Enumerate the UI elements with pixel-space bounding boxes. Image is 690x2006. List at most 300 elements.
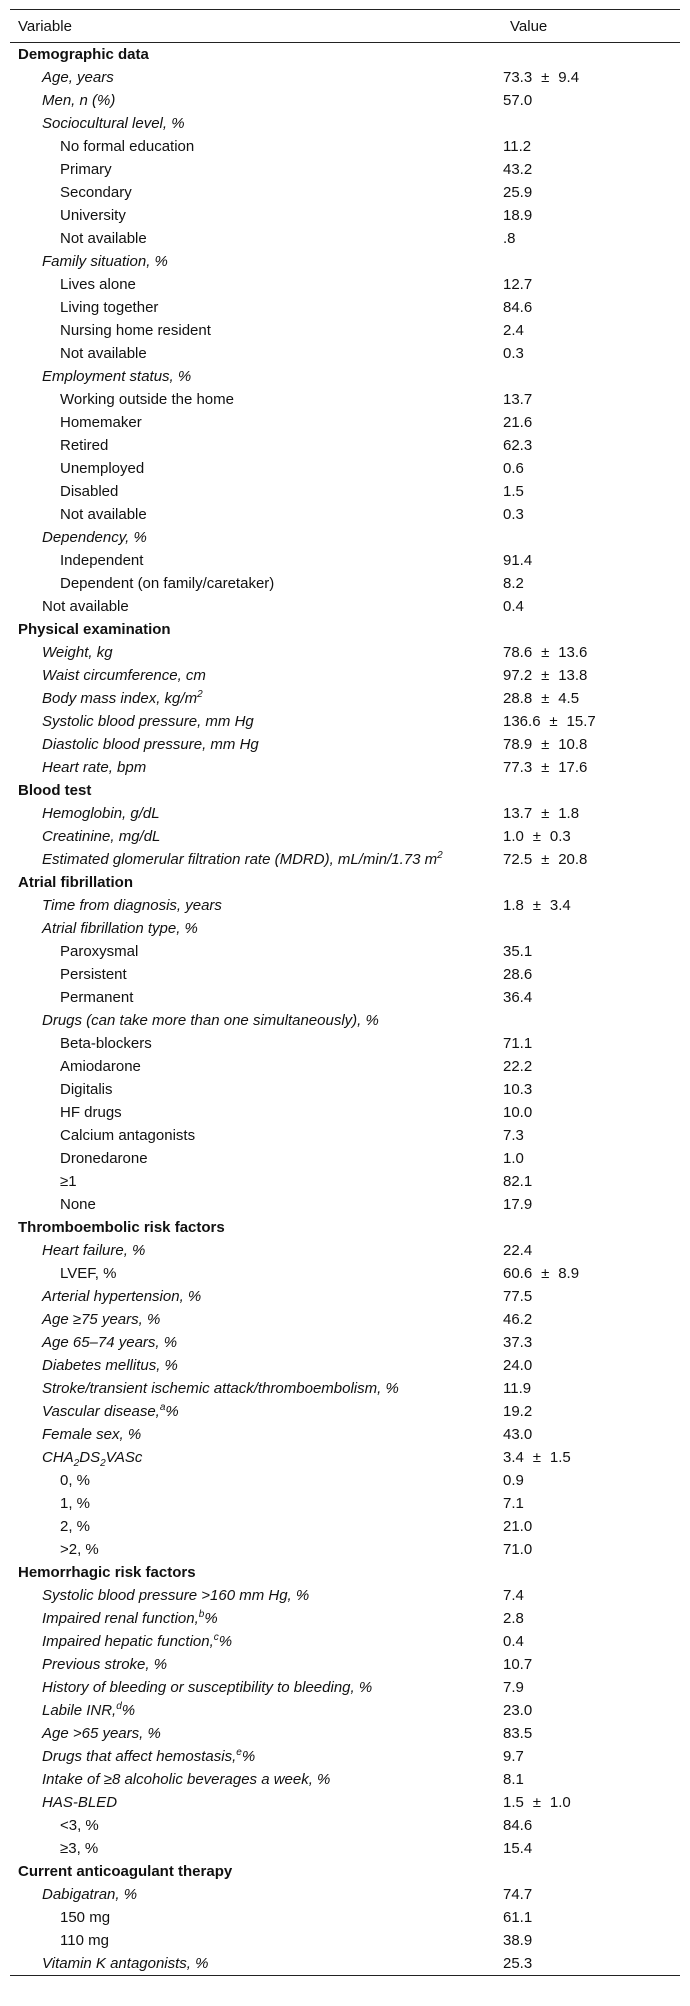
row-variable	[10, 1929, 502, 1952]
row-label: History of bleeding or susceptibility to bleeding, %	[42, 1679, 373, 1696]
row-label-superscript: d	[116, 1701, 122, 1712]
table-row	[10, 112, 680, 135]
row-value: 46.2	[503, 1311, 533, 1328]
value-sd: 1.0	[549, 1794, 571, 1811]
row-value	[502, 710, 680, 733]
table-row	[10, 710, 680, 733]
row-value: 21.0	[503, 1518, 533, 1535]
plus-minus-sign: ±	[541, 805, 550, 822]
row-label: 2, %	[60, 1518, 91, 1535]
table-row	[10, 250, 680, 273]
row-label: Intake of ≥8 alcoholic beverages a week, %	[42, 1771, 331, 1788]
row-value: 36.4	[503, 989, 533, 1006]
row-value	[502, 756, 680, 779]
plus-minus-sign: ±	[541, 667, 550, 684]
table-row	[10, 963, 680, 986]
table-row	[10, 1768, 680, 1791]
value-sd: 20.8	[558, 851, 588, 868]
row-variable	[10, 1492, 502, 1515]
table-row	[10, 480, 680, 503]
row-value: 7.9	[503, 1679, 524, 1696]
row-variable	[10, 204, 502, 227]
table-row	[10, 89, 680, 112]
row-label: Waist circumference, cm	[42, 667, 206, 684]
row-value: 84.6	[503, 299, 533, 316]
row-variable	[10, 1009, 502, 1032]
header-value: Value	[502, 10, 680, 43]
row-label: Age >65 years, %	[42, 1725, 161, 1742]
plus-minus-sign: ±	[541, 759, 550, 776]
row-value: 7.3	[503, 1127, 524, 1144]
table-row	[10, 1630, 680, 1653]
section-title: Demographic data	[18, 46, 149, 63]
row-value: 71.0	[503, 1541, 533, 1558]
row-variable	[10, 273, 502, 296]
plus-minus-sign: ±	[541, 736, 550, 753]
row-variable	[10, 1331, 502, 1354]
row-label: Impaired hepatic function,	[42, 1633, 214, 1650]
plus-minus-sign: ±	[532, 1794, 541, 1811]
row-value: 15.4	[503, 1840, 533, 1857]
table-row	[10, 1469, 680, 1492]
row-label: Not available	[60, 230, 147, 247]
section-header-row	[10, 779, 680, 802]
table-row	[10, 986, 680, 1009]
row-label: Estimated glomerular filtration rate (MDRD), mL/min/1.73 m	[42, 851, 438, 868]
table-row	[10, 940, 680, 963]
row-label: Working outside the home	[60, 391, 234, 408]
row-label: Diastolic blood pressure, mm Hg	[42, 736, 259, 753]
section-header-row	[10, 871, 680, 894]
row-variable	[10, 894, 502, 917]
row-label: Beta-blockers	[60, 1035, 152, 1052]
table-row	[10, 1722, 680, 1745]
row-variable	[10, 112, 502, 135]
row-variable	[10, 1607, 502, 1630]
value-mean: 3.4	[503, 1449, 524, 1466]
table-row	[10, 365, 680, 388]
row-label: Not available	[60, 345, 147, 362]
row-variable	[10, 1837, 502, 1860]
table-row	[10, 802, 680, 825]
table-row	[10, 549, 680, 572]
row-value: 24.0	[503, 1357, 533, 1374]
section-value-empty	[502, 43, 680, 67]
row-label: None	[60, 1196, 96, 1213]
row-variable	[10, 158, 502, 181]
row-variable	[10, 1883, 502, 1906]
row-label-subscript: 2	[100, 1458, 106, 1469]
row-label: Men, n (%)	[42, 92, 116, 109]
row-value: 28.6	[503, 966, 533, 983]
row-label: >2, %	[60, 1541, 99, 1558]
table-row	[10, 1170, 680, 1193]
row-variable	[10, 1377, 502, 1400]
row-value: 7.4	[503, 1587, 524, 1604]
row-label: Drugs that affect hemostasis,	[42, 1748, 237, 1765]
value-mean: 72.5	[503, 851, 533, 868]
row-label: Age ≥75 years, %	[42, 1311, 161, 1328]
row-value	[502, 664, 680, 687]
row-value	[502, 1262, 680, 1285]
row-variable	[10, 710, 502, 733]
row-value: 1.5	[503, 483, 524, 500]
table-row	[10, 1584, 680, 1607]
row-variable	[10, 1285, 502, 1308]
row-value	[502, 1791, 680, 1814]
row-label: Creatinine, mg/dL	[42, 828, 161, 845]
row-value: 0.4	[503, 1633, 524, 1650]
row-variable	[10, 986, 502, 1009]
row-variable	[10, 1791, 502, 1814]
row-value	[502, 1446, 680, 1469]
table-row	[10, 572, 680, 595]
row-value: 10.3	[503, 1081, 533, 1098]
row-label: Hemoglobin, g/dL	[42, 805, 160, 822]
patient-characteristics-table	[10, 9, 680, 1976]
row-label-superscript: 2	[197, 689, 203, 700]
section-header-row	[10, 1860, 680, 1883]
row-label: Age 65–74 years, %	[42, 1334, 178, 1351]
row-variable	[10, 1170, 502, 1193]
section-title: Thromboembolic risk factors	[18, 1219, 225, 1236]
plus-minus-sign: ±	[532, 828, 541, 845]
value-mean: 77.3	[503, 759, 533, 776]
row-label: Dabigatran, %	[42, 1886, 138, 1903]
row-label: 150 mg	[60, 1909, 111, 1926]
table-row	[10, 1239, 680, 1262]
row-variable	[10, 1055, 502, 1078]
value-sd: 0.3	[549, 828, 571, 845]
row-value: 8.2	[503, 575, 524, 592]
row-label: Nursing home resident	[60, 322, 211, 339]
row-label: <3, %	[60, 1817, 99, 1834]
table-row	[10, 825, 680, 848]
row-label-superscript: e	[236, 1747, 242, 1758]
row-value	[502, 250, 680, 273]
value-mean: 60.6	[503, 1265, 533, 1282]
table-row	[10, 1607, 680, 1630]
table-body	[10, 43, 680, 1976]
row-variable	[10, 1446, 502, 1469]
row-variable	[10, 1262, 502, 1285]
plus-minus-sign: ±	[541, 69, 550, 86]
table-row	[10, 1193, 680, 1216]
value-mean: 13.7	[503, 805, 533, 822]
row-label: Paroxysmal	[60, 943, 139, 960]
row-variable	[10, 1745, 502, 1768]
row-value	[502, 917, 680, 940]
plus-minus-sign: ±	[541, 851, 550, 868]
row-value	[502, 526, 680, 549]
table-row	[10, 641, 680, 664]
value-mean: 73.3	[503, 69, 533, 86]
row-value: 22.4	[503, 1242, 533, 1259]
table-row	[10, 1101, 680, 1124]
row-variable	[10, 319, 502, 342]
row-value: 61.1	[503, 1909, 533, 1926]
row-label: Permanent	[60, 989, 134, 1006]
row-variable	[10, 1423, 502, 1446]
value-mean: 28.8	[503, 690, 533, 707]
value-mean: 1.0	[503, 828, 524, 845]
row-label: Heart rate, bpm	[42, 759, 147, 776]
row-label-tail: %	[218, 1633, 233, 1650]
value-mean: 1.5	[503, 1794, 524, 1811]
row-variable	[10, 1538, 502, 1561]
row-label: Not available	[42, 598, 129, 615]
section-value-empty	[502, 1561, 680, 1584]
row-value: 0.9	[503, 1472, 524, 1489]
table-row	[10, 457, 680, 480]
value-mean: 136.6	[503, 713, 541, 730]
table-row	[10, 526, 680, 549]
table-row	[10, 894, 680, 917]
row-label: Drugs (can take more than one simultaneously), %	[42, 1012, 379, 1029]
row-value: 84.6	[503, 1817, 533, 1834]
row-variable	[10, 1768, 502, 1791]
row-variable	[10, 526, 502, 549]
row-value: 77.5	[503, 1288, 533, 1305]
value-sd: 10.8	[558, 736, 588, 753]
row-variable	[10, 388, 502, 411]
row-value: 25.9	[503, 184, 533, 201]
row-variable	[10, 1193, 502, 1216]
row-label-superscript: a	[159, 1402, 166, 1413]
row-variable	[10, 227, 502, 250]
row-variable	[10, 917, 502, 940]
table-row	[10, 1906, 680, 1929]
row-value: .8	[503, 230, 516, 247]
row-label: HAS-BLED	[42, 1794, 118, 1811]
table-row	[10, 1078, 680, 1101]
value-sd: 15.7	[566, 713, 596, 730]
row-variable	[10, 687, 502, 710]
row-value: 23.0	[503, 1702, 533, 1719]
row-label: Female sex, %	[42, 1426, 142, 1443]
value-sd: 1.5	[549, 1449, 571, 1466]
row-label: Employment status, %	[42, 368, 192, 385]
row-variable	[10, 1147, 502, 1170]
row-label: Vitamin K antagonists, %	[42, 1955, 209, 1972]
table-row	[10, 1837, 680, 1860]
table-row	[10, 848, 680, 871]
table-row	[10, 66, 680, 89]
row-variable	[10, 641, 502, 664]
row-variable	[10, 1515, 502, 1538]
table-row	[10, 388, 680, 411]
table-row	[10, 1699, 680, 1722]
row-label: Vascular disease,	[42, 1403, 160, 1420]
value-sd: 13.8	[558, 667, 588, 684]
row-variable	[10, 1124, 502, 1147]
row-value	[502, 848, 680, 871]
table-row	[10, 296, 680, 319]
plus-minus-sign: ±	[541, 1265, 550, 1282]
row-value: 0.3	[503, 506, 524, 523]
row-value: 57.0	[503, 92, 533, 109]
plus-minus-sign: ±	[541, 644, 550, 661]
value-sd: 13.6	[558, 644, 588, 661]
table-row	[10, 1791, 680, 1814]
table-row	[10, 411, 680, 434]
row-label: Impaired renal function,	[42, 1610, 199, 1627]
table-row	[10, 1745, 680, 1768]
row-label: ≥1	[60, 1173, 77, 1190]
table-row	[10, 1676, 680, 1699]
row-variable	[10, 1653, 502, 1676]
row-variable	[10, 365, 502, 388]
row-value: 71.1	[503, 1035, 533, 1052]
row-label: CHA	[42, 1449, 74, 1466]
row-label: University	[60, 207, 126, 224]
table-row	[10, 1952, 680, 1976]
value-mean: 78.6	[503, 644, 533, 661]
plus-minus-sign: ±	[532, 1449, 541, 1466]
row-label-tail: %	[165, 1403, 179, 1420]
table-row	[10, 319, 680, 342]
table-row	[10, 1492, 680, 1515]
table-row	[10, 664, 680, 687]
section-value-empty	[502, 871, 680, 894]
table-row	[10, 1124, 680, 1147]
row-label: Time from diagnosis, years	[42, 897, 222, 914]
row-label: Dronedarone	[60, 1150, 148, 1167]
table-row	[10, 434, 680, 457]
row-label: Independent	[60, 552, 144, 569]
row-variable	[10, 1101, 502, 1124]
section-header-row	[10, 618, 680, 641]
row-variable	[10, 66, 502, 89]
row-value: 35.1	[503, 943, 533, 960]
row-value: 8.1	[503, 1771, 524, 1788]
row-label: Weight, kg	[42, 644, 113, 661]
table-row	[10, 1883, 680, 1906]
row-value: 19.2	[503, 1403, 533, 1420]
table-row	[10, 687, 680, 710]
row-value	[502, 733, 680, 756]
row-label: Age, years	[42, 69, 114, 86]
row-value: 91.4	[503, 552, 533, 569]
table-row	[10, 1423, 680, 1446]
table-row	[10, 1354, 680, 1377]
row-label: Homemaker	[60, 414, 142, 431]
row-variable	[10, 1400, 502, 1423]
table-row	[10, 342, 680, 365]
row-label: Dependent (on family/caretaker)	[60, 575, 275, 592]
value-sd: 9.4	[558, 69, 580, 86]
plus-minus-sign: ±	[532, 897, 541, 914]
row-label: Not available	[60, 506, 147, 523]
row-value: 83.5	[503, 1725, 533, 1742]
value-mean: 78.9	[503, 736, 533, 753]
row-label: Heart failure, %	[42, 1242, 146, 1259]
section-title: Physical examination	[18, 621, 171, 638]
table-row	[10, 181, 680, 204]
table-row	[10, 273, 680, 296]
row-label: Diabetes mellitus, %	[42, 1357, 178, 1374]
row-variable	[10, 1699, 502, 1722]
table-row	[10, 1814, 680, 1837]
table-row	[10, 1929, 680, 1952]
row-label: Living together	[60, 299, 159, 316]
row-label-tail: %	[241, 1748, 256, 1765]
row-value: 21.6	[503, 414, 533, 431]
row-value: 10.0	[503, 1104, 533, 1121]
table-row	[10, 1515, 680, 1538]
row-variable	[10, 1906, 502, 1929]
row-label: Persistent	[60, 966, 127, 983]
row-label: Amiodarone	[60, 1058, 141, 1075]
row-value	[502, 802, 680, 825]
row-variable	[10, 1814, 502, 1837]
row-value: 43.2	[503, 161, 533, 178]
row-value	[502, 365, 680, 388]
row-variable	[10, 549, 502, 572]
table-row	[10, 1308, 680, 1331]
table-row	[10, 733, 680, 756]
row-label: Calcium antagonists	[60, 1127, 196, 1144]
table-row	[10, 227, 680, 250]
row-value: 37.3	[503, 1334, 533, 1351]
row-variable	[10, 1952, 502, 1976]
row-variable	[10, 457, 502, 480]
row-variable	[10, 1308, 502, 1331]
row-label: Family situation, %	[42, 253, 168, 270]
table-row	[10, 1032, 680, 1055]
section-title: Hemorrhagic risk factors	[18, 1564, 196, 1581]
row-value	[502, 641, 680, 664]
row-variable	[10, 503, 502, 526]
table-row	[10, 1377, 680, 1400]
row-value: 1.0	[503, 1150, 524, 1167]
row-value: 38.9	[503, 1932, 533, 1949]
row-label: 1, %	[60, 1495, 91, 1512]
section-title: Blood test	[18, 782, 92, 799]
row-variable	[10, 1469, 502, 1492]
table-row	[10, 1055, 680, 1078]
row-variable	[10, 296, 502, 319]
row-variable	[10, 250, 502, 273]
row-value: 2.4	[503, 322, 524, 339]
row-label-superscript: c	[213, 1632, 219, 1643]
section-header-row	[10, 1561, 680, 1584]
row-label-tail: %	[204, 1610, 218, 1627]
row-variable	[10, 1676, 502, 1699]
row-variable	[10, 664, 502, 687]
row-value: 7.1	[503, 1495, 524, 1512]
section-header-row	[10, 43, 680, 67]
row-variable	[10, 1722, 502, 1745]
row-variable	[10, 825, 502, 848]
row-value: 0.4	[503, 598, 524, 615]
row-label: Dependency, %	[42, 529, 147, 546]
row-value: 0.6	[503, 460, 524, 477]
table-row	[10, 503, 680, 526]
row-variable	[10, 802, 502, 825]
value-sd: 17.6	[558, 759, 588, 776]
row-variable	[10, 135, 502, 158]
row-label-end: VASc	[105, 1449, 143, 1466]
row-variable	[10, 572, 502, 595]
header-variable: Variable	[10, 10, 502, 43]
row-label: Sociocultural level, %	[42, 115, 185, 132]
row-label: Digitalis	[60, 1081, 113, 1098]
row-variable	[10, 595, 502, 618]
table-row	[10, 135, 680, 158]
section-header-row	[10, 1216, 680, 1239]
section-value-empty	[502, 618, 680, 641]
